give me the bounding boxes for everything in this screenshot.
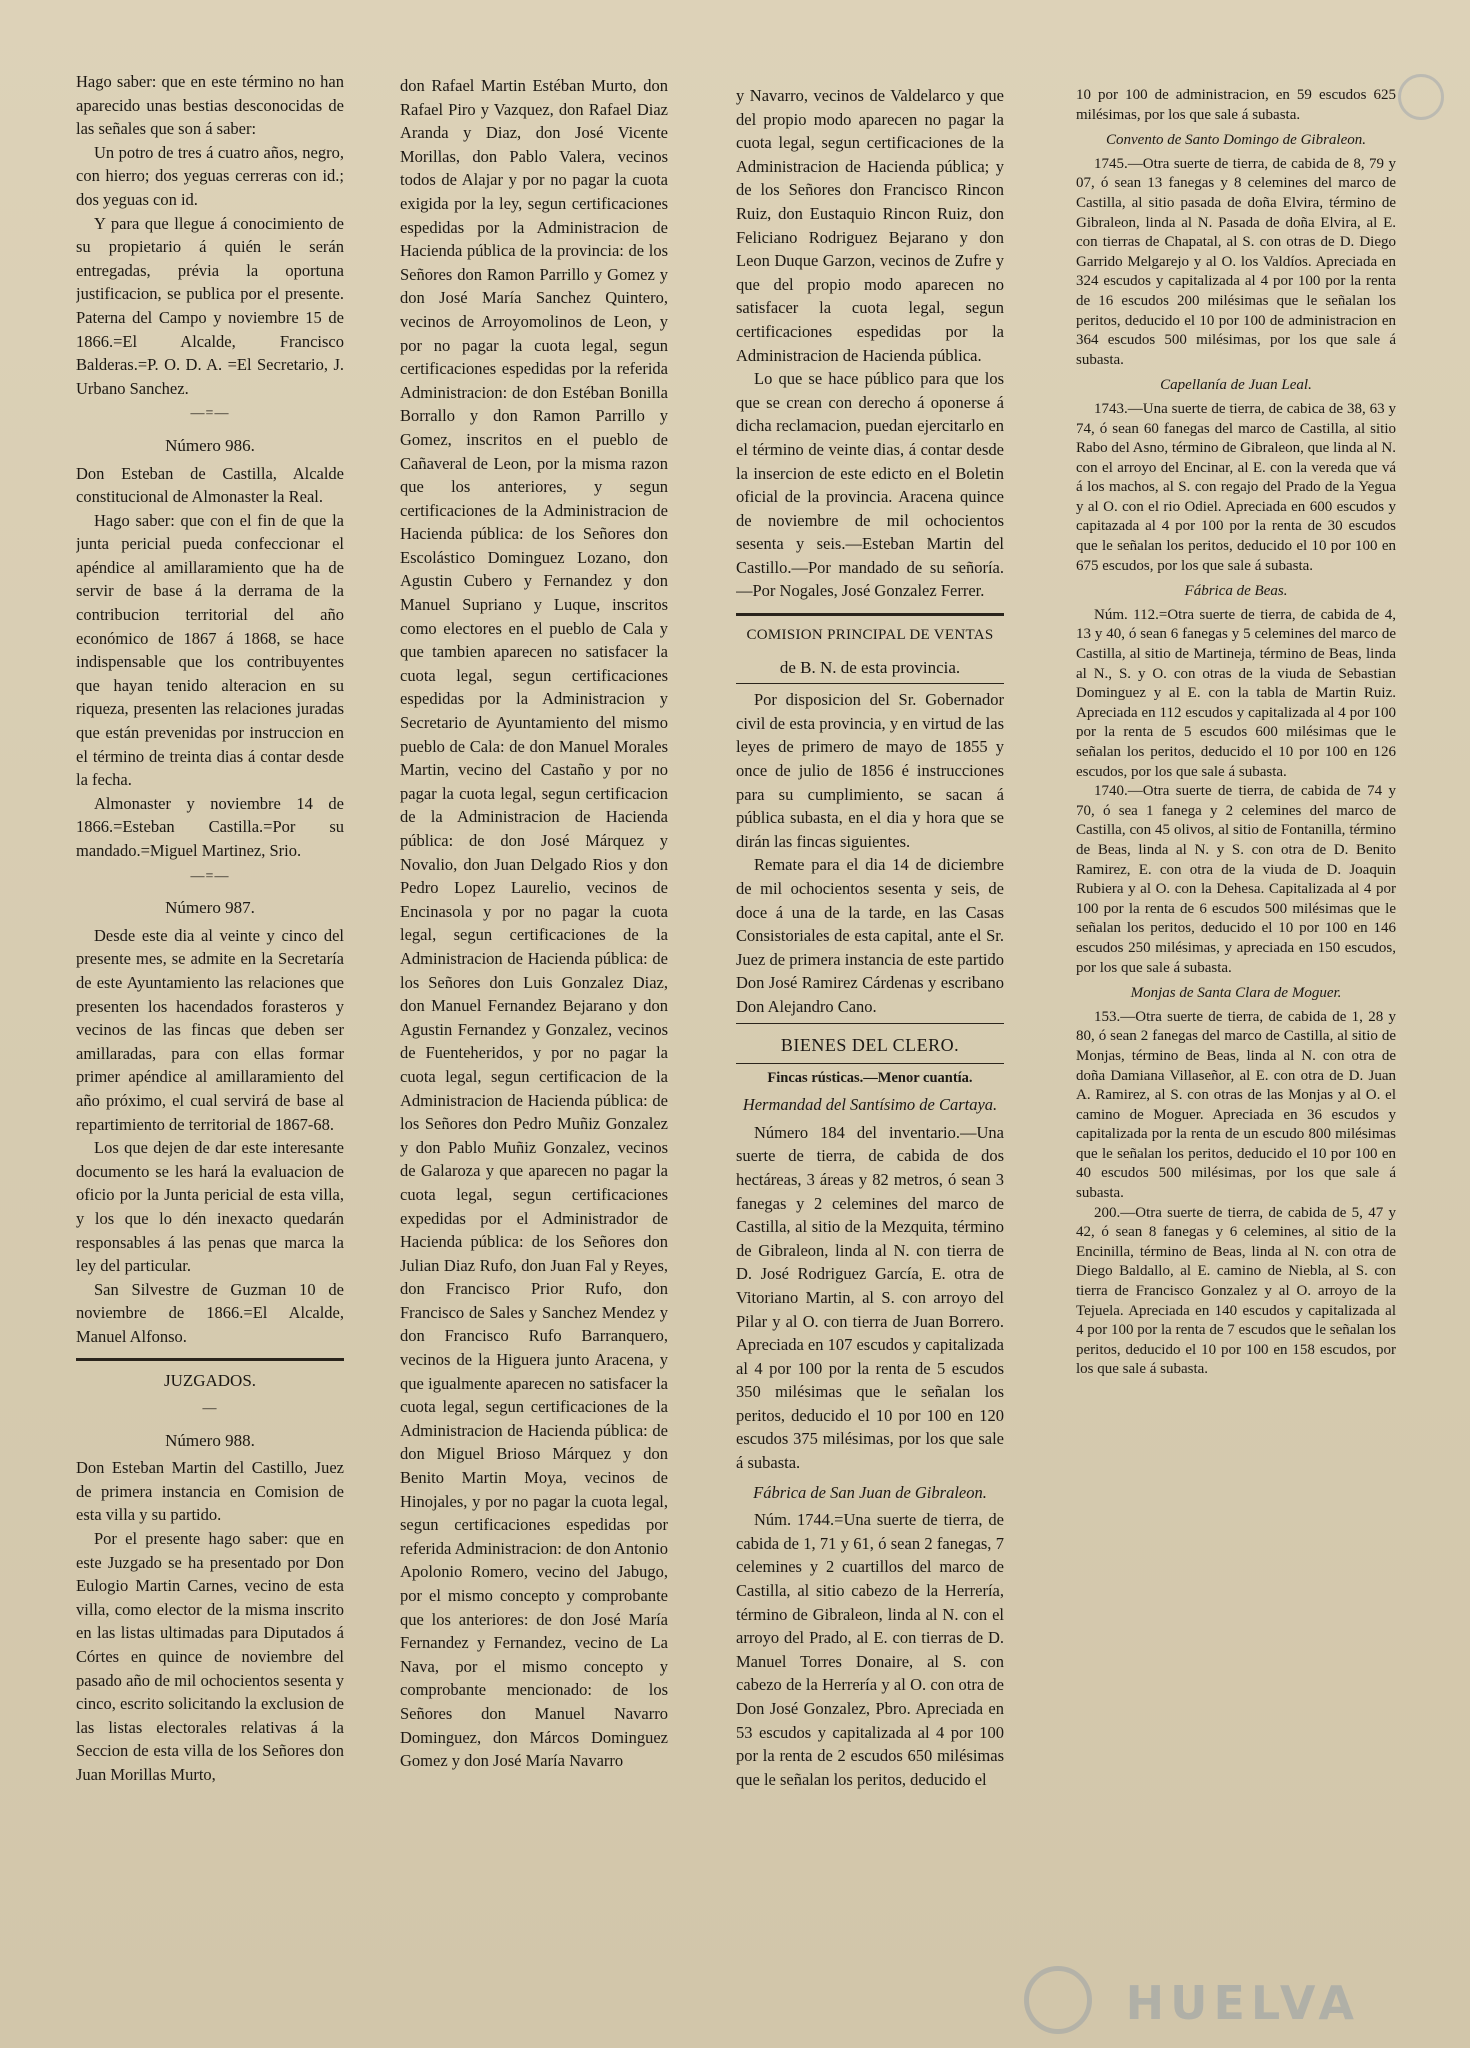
owner-heading: Hermandad del Santísimo de Cartaya. bbox=[742, 1095, 998, 1115]
paragraph: 153.—Otra suerte de tierra, de cabida de 1, 28 y 80, ó sean 2 fanegas del marco de Castilla, al sitio de Monjas, término de Beas, linda al N. con otra de doña Damiana Villaseñor, al E. con otra de D. Juan A. Ramirez, al S. con otras de las Monjas y al O. el camino de Moguer. Apreciada en 36 escudos y capitalizada por la renta de un escudo 800 milésimas que le señalan los peritos, deducido el 10 por 100 en 40 escudos 500 milésimas, por los que sale á subasta. bbox=[1076, 1008, 1396, 1202]
column-2 bbox=[400, 74, 668, 2042]
paragraph: Núm. 112.=Otra suerte de tierra, de cabida de 4, 13 y 40, ó sean 6 fanegas y 5 celemines del marco de Castilla, al sitio de Martineja, término de Beas, linda al N., S. y O. con otras de la viuda de Sebastian Dominguez y al E. con la tabla de Martin Ruiz. Apreciada en 112 escudos y capitalizada al 4 por 100 por la renta de 5 escudos 600 milésimas que le señalan los peritos, deducido el 10 por 100 en 126 escudos, por los que sale á subasta. bbox=[1076, 606, 1396, 780]
paragraph: Remate para el dia 14 de diciembre de mil ochocientos sesenta y seis, de doce á una de la tarde, en las Casas Consistoriales de esta capital, ante el Sr. Juez de primera instancia de este partido Don José Ramirez Cárdenas y escribano Don Alejandro Cano. bbox=[736, 855, 1004, 1016]
section-heading: Número 986. bbox=[165, 435, 255, 455]
paragraph: 200.—Otra suerte de tierra, de cabida de 5, 47 y 42, ó sean 8 fanegas y 6 celemines, al sitio de la Encinilla, término de Beas, linda al N. con otra de Diego Baldallo, al E. camino de Niebla, al S. con tierra de Francisco Gonzalez y al O. arroyo de la Tejuela. Apreciada en 140 escudos y capitalizada al 4 por 100 por la renta de 7 escudos que le señalan los peritos, deducido el 10 por 100 en 158 escudos, por los que sale á subasta. bbox=[1076, 1204, 1396, 1378]
section-heading: JUZGADOS. bbox=[163, 1371, 257, 1391]
paragraph: Por el presente hago saber: que en este Juzgado se ha presentado por Don Eulogio Martin Carnes, vecino de esta villa, como elector de la misma inscrito en las listas ultimadas para Diputados á Córtes en quince de noviembre del pasado año de mil ochocientos sesenta y cinco, escrito solicitando la exclusion de las listas electorales relativas á la Seccion de esta villa de los Señores don Juan Morillas Murto, bbox=[76, 1529, 344, 1784]
ornament-divider: —=— bbox=[190, 868, 230, 884]
paragraph: Número 184 del inventario.—Una suerte de tierra, de cabida de dos hectáreas, 3 áreas y 82 metros, ó sean 3 fanegas y 2 celemines del marco de Castilla, al sitio de la Mezquita, término de Gibraleon, linda al N. con tierra de D. José Rodriguez García, E. otra de Vitoriano Martin, al S. con arroyo del Pilar y al O. con tierra de Juan Borrero. Apreciada en 107 escudos y capitalizada al 4 por 100 por la renta de 5 escudos 350 milésimas que le señalan los peritos, deducido el 10 por 100 en 120 escudos 375 milésimas, por los que sale á subasta. bbox=[736, 1122, 1004, 1473]
thin-rule bbox=[736, 683, 1004, 684]
column-4 bbox=[1076, 86, 1396, 2048]
watermark-seal-icon bbox=[1024, 1966, 1092, 2034]
paragraph: Los que dejen de dar este interesante documento se les hará la evaluacion de oficio por la Junta pericial de esta villa, y los que lo dén inexacto quedarán responsables á las penas que marca la ley del particular. bbox=[76, 1138, 344, 1276]
column-rule bbox=[76, 1358, 344, 1361]
archive-seal-icon bbox=[1398, 74, 1444, 120]
paragraph: y Navarro, vecinos de Valdelarco y que del propio modo aparecen no pagar la cuota legal, segun certificaciones de la Administracion de Hacienda pública; y de los Señores don Francisco Rincon Ruiz, don Eustaquio Rincon Ruiz, don Feliciano Rodriguez Bejarano y don Leon Duque Garzon, vecinos de Zufre y que del propio modo aparecen no satisfacer la cuota legal, segun certificaciones espedidas por la Administracion de Hacienda pública. bbox=[736, 86, 1004, 365]
column-rule bbox=[736, 613, 1004, 616]
section-subheading: de B. N. de esta provincia. bbox=[779, 657, 961, 677]
paragraph: 10 por 100 de administracion, en 59 escudos 625 milésimas, por los que sale á subasta. bbox=[1076, 87, 1396, 123]
paragraph: San Silvestre de Guzman 10 de noviembre de 1866.=El Alcalde, Manuel Alfonso. bbox=[76, 1279, 344, 1346]
column-3 bbox=[736, 84, 1004, 2048]
owner-heading: Monjas de Santa Clara de Moguer. bbox=[1130, 985, 1342, 1002]
owner-heading: Capellanía de Juan Leal. bbox=[1160, 377, 1312, 394]
paragraph: Don Esteban de Castilla, Alcalde constitucional de Almonaster la Real. bbox=[76, 463, 344, 507]
section-heading: Número 987. bbox=[165, 898, 255, 918]
paragraph: 1743.—Una suerte de tierra, de cabica de 38, 63 y 74, ó sean 60 fanegas del marco de Castilla, al sitio Rabo del Asno, término de Gibraleon, que linda al N. con el arroyo del Encinar, al E. con la vereda que vá á los machos, al S. con regajo del Prado de la Yegua y al O. con el rio Odiel. Apreciada en 600 escudos y capitazada al 4 por 100 por la renta de 30 escudos que le señalan los peritos, deducido el 10 por 100 en 675 escudos, por los que sale á subasta. bbox=[1076, 400, 1396, 574]
thin-rule bbox=[736, 1063, 1004, 1064]
paragraph: Hago saber: que con el fin de que la junta pericial pueda confeccionar el apéndice al amillaramiento que ha de servir de base á la derrama de la contribucion territorial del año económico de 1867 á 1868, se hace indispensable que los contribuyentes que hayan tenido alteracion en su riqueza, presenten las relaciones juradas que están prevenidas por instruccion en el término de treinta dias á contar desde la fecha. bbox=[76, 510, 344, 790]
thin-rule bbox=[736, 1023, 1004, 1024]
section-title: BIENES DEL CLERO. bbox=[780, 1034, 960, 1055]
paragraph: 1745.—Otra suerte de tierra, de cabida de 8, 79 y 07, ó sean 13 fanegas y 8 celemines del marco de Castilla, al sitio pasada de doña Elvira, término de Gibraleon, linda al N. Pasada de doña Elvira, al E. con tierras de Chapatal, al S. con otras de D. Diego Garrido Melgarejo y al O. los Valdíos. Apreciada en 324 escudos y capitalizada al 4 por 100 por la renta de 16 escudos 200 milésimas que le señalan los peritos, deducido el 10 por 100 de administracion en 364 escudos 500 milésimas, por los que sale á subasta. bbox=[1076, 155, 1396, 368]
owner-heading: Fábrica de Beas. bbox=[1184, 583, 1288, 600]
paragraph: Lo que se hace público para que los que se crean con derecho á oponerse á dicha reclamacion, puedan ejercitarlo en el término de veinte dias, á contar desde la insercion de este edicto en el Boletin oficial de la provincia. Aracena quince de noviembre de mil ochocientos sesenta y seis.—Esteban Martin del Castillo.—Por mandado de su señoría.—Por Nogales, José Gonzalez Ferrer. bbox=[736, 369, 1004, 601]
paragraph: Hago saber: que en este término no han aparecido unas bestias desconocidas de las señales que son á saber: bbox=[76, 72, 344, 139]
paragraph: don Rafael Martin Estéban Murto, don Rafael Piro y Vazquez, don Rafael Diaz Aranda y Diaz, don José Vicente Morillas, don Pablo Valera, vecinos todos de Alajar y por no pagar la cuota exigida por la ley, segun certificaciones espedidas por la Administracion de Hacienda pública de la provincia: de los Señores don Ramon Parrillo y Gomez y don José María Sanchez Quintero, vecinos de Arroyomolinos de Leon, y por no pagar la cuota legal, segun certificaciones espedidas por la referida Administracion: de don Estéban Bonilla Borrallo y don Ramon Parrillo y Gomez, inscritos en el pueblo de Cañaveral de Leon, por la misma razon que los anteriores, y segun certificaciones de la Administracion de Hacienda pública: de los Señores don Escolástico Dominguez Lozano, don Agustin Cubero y Fernandez y don Manuel Supriano y Luque, inscritos como electores en el pueblo de Cala y que tambien aparecen no satisfacer la cuota legal, segun certificaciones espedidas por la Administracion y Secretario de Ayuntamiento del mismo pueblo de Cala: de don Manuel Morales Martin, vecino del Castaño y por no pagar la cuota legal, segun certificacion de la Administracion de Hacienda pública: de don José Márquez y Novalio, don Juan Delgado Rios y don Pedro Lopez Laurelio, vecinos de Encinasola y por no pagar la cuota legal, segun certificaciones de la Administracion de Hacienda pública: de los Señores don Luis Gonzalez Diaz, don Manuel Fernandez Bejarano y don Agustin Fernandez y Gonzalez, vecinos de Fuenteheridos, y por no pagar la cuota legal, segun certificacion de la Administracion de Hacienda pública: de los Señores don Pedro Muñiz Gonzalez y don Pablo Muñiz Gonzalez, vecinos de Galaroza y que aparecen no pagar la cuota legal, segun certificaciones expedidas por el Administrador de Hacienda pública: de los Señores don Julian Diaz Rufo, don Juan Fal y Reyes, don Francisco Prior Rufo, don Francisco de Sales y Sanchez Mendez y don Francisco Rufo Barranquero, vecinos de la Higuera junto Aracena, y que igualmente aparecen no satisfacer la cuota legal, segun certificaciones de la Administracion de Hacienda pública: de don Miguel Brioso Márquez y don Benito Martin Moya, vecinos de Hinojales, y por no pagar la cuota legal, segun certificaciones espedidas por referida Administracion: de don Antonio Apolonio Romero, vecino del Jabugo, por el mismo concepto y comprobante que los anteriores: de don José María Fernandez y Fernandez, vecino de La Nava, por el mismo concepto y comprobante mencionado: de los Señores don Manuel Navarro Dominguez, don Márcos Dominguez Gomez y don José María Navarro bbox=[400, 76, 668, 1771]
section-heading: Número 988. bbox=[165, 1430, 255, 1450]
paragraph: Y para que llegue á conocimiento de su propietario á quién le serán entregadas, prévia la oportuna justificacion, se publica por el presente. Paterna del Campo y noviembre 15 de 1866.=El Alcalde, Francisco Balderas.=P. O. D. A. =El Secretario, J. Urbano Sanchez. bbox=[76, 213, 344, 398]
category-heading: Fincas rústicas.—Menor cuantía. bbox=[767, 1070, 973, 1087]
paragraph: Desde este dia al veinte y cinco del presente mes, se admite en la Secretaría de este Ayuntamiento las relaciones que presenten los hacendados forasteros y vecinos de las fincas que deben ser amillaradas, para con ellas formar primer apéndice al amillaramiento del año próximo, el cual servirá de base al repartimiento de territorial de 1867-68. bbox=[76, 925, 344, 1134]
paragraph: Don Esteban Martin del Castillo, Juez de primera instancia en Comision de esta villa y su partido. bbox=[76, 1458, 344, 1525]
paragraph: Por disposicion del Sr. Gobernador civil de esta provincia, y en virtud de las leyes de primero de mayo de 1855 y once de julio de 1856 é instrucciones para su cumplimiento, se sacan á pública subasta, en el dia y hora que se dirán las fincas siguientes. bbox=[736, 690, 1004, 851]
owner-heading: Convento de Santo Domingo de Gibraleon. bbox=[1106, 132, 1366, 149]
paragraph: Almonaster y noviembre 14 de 1866.=Esteban Castilla.=Por su mandado.=Miguel Martinez, Srio. bbox=[76, 793, 344, 860]
ornament-divider: —=— bbox=[190, 406, 230, 422]
ornament-divider: — bbox=[202, 1401, 218, 1417]
watermark-text: HUELVA bbox=[1125, 1976, 1360, 2030]
paragraph: 1740.—Otra suerte de tierra, de cabida de 74 y 70, ó sea 1 fanega y 2 celemines del marco de Castilla, con 45 olivos, al sitio de Fontanilla, término de Beas, linda al N. y S. con otra de D. Benito Ramirez, E. con otra de la viuda de D. Joaquin Rubiera y al O. con la Dehesa. Capitalizada al 4 por 100 por la renta de 6 escudos 500 milésimas que le señalan los peritos, deducido el 10 por 100 en 146 escudos 250 milésimas, y apreciada en 150 escudos, por los que sale á subasta. bbox=[1076, 783, 1396, 976]
commission-title: COMISION PRINCIPAL DE VENTAS bbox=[746, 627, 994, 644]
paragraph: Núm. 1744.=Una suerte de tierra, de cabida de 1, 71 y 61, ó sean 2 fanegas, 7 celemines y 2 cuartillos del marco de Castilla, al sitio cabezo de la Herrería, término de Gibraleon, linda al N. con el arroyo del Prado, al E. con tierras de D. Manuel Torres Donaire, al S. con cabezo de la Herrería y al O. con otra de Don José Gonzalez, Pbro. Apreciada en 53 escudos y capitalizada al 4 por 100 por la renta de 2 escudos 650 milésimas que le señalan los peritos, deducido el bbox=[736, 1510, 1004, 1789]
owner-heading: Fábrica de San Juan de Gibraleon. bbox=[753, 1482, 987, 1502]
paragraph: Un potro de tres á cuatro años, negro, con hierro; dos yeguas cerreras con id.; dos yeguas con id. bbox=[76, 142, 344, 209]
column-1 bbox=[76, 70, 344, 2038]
